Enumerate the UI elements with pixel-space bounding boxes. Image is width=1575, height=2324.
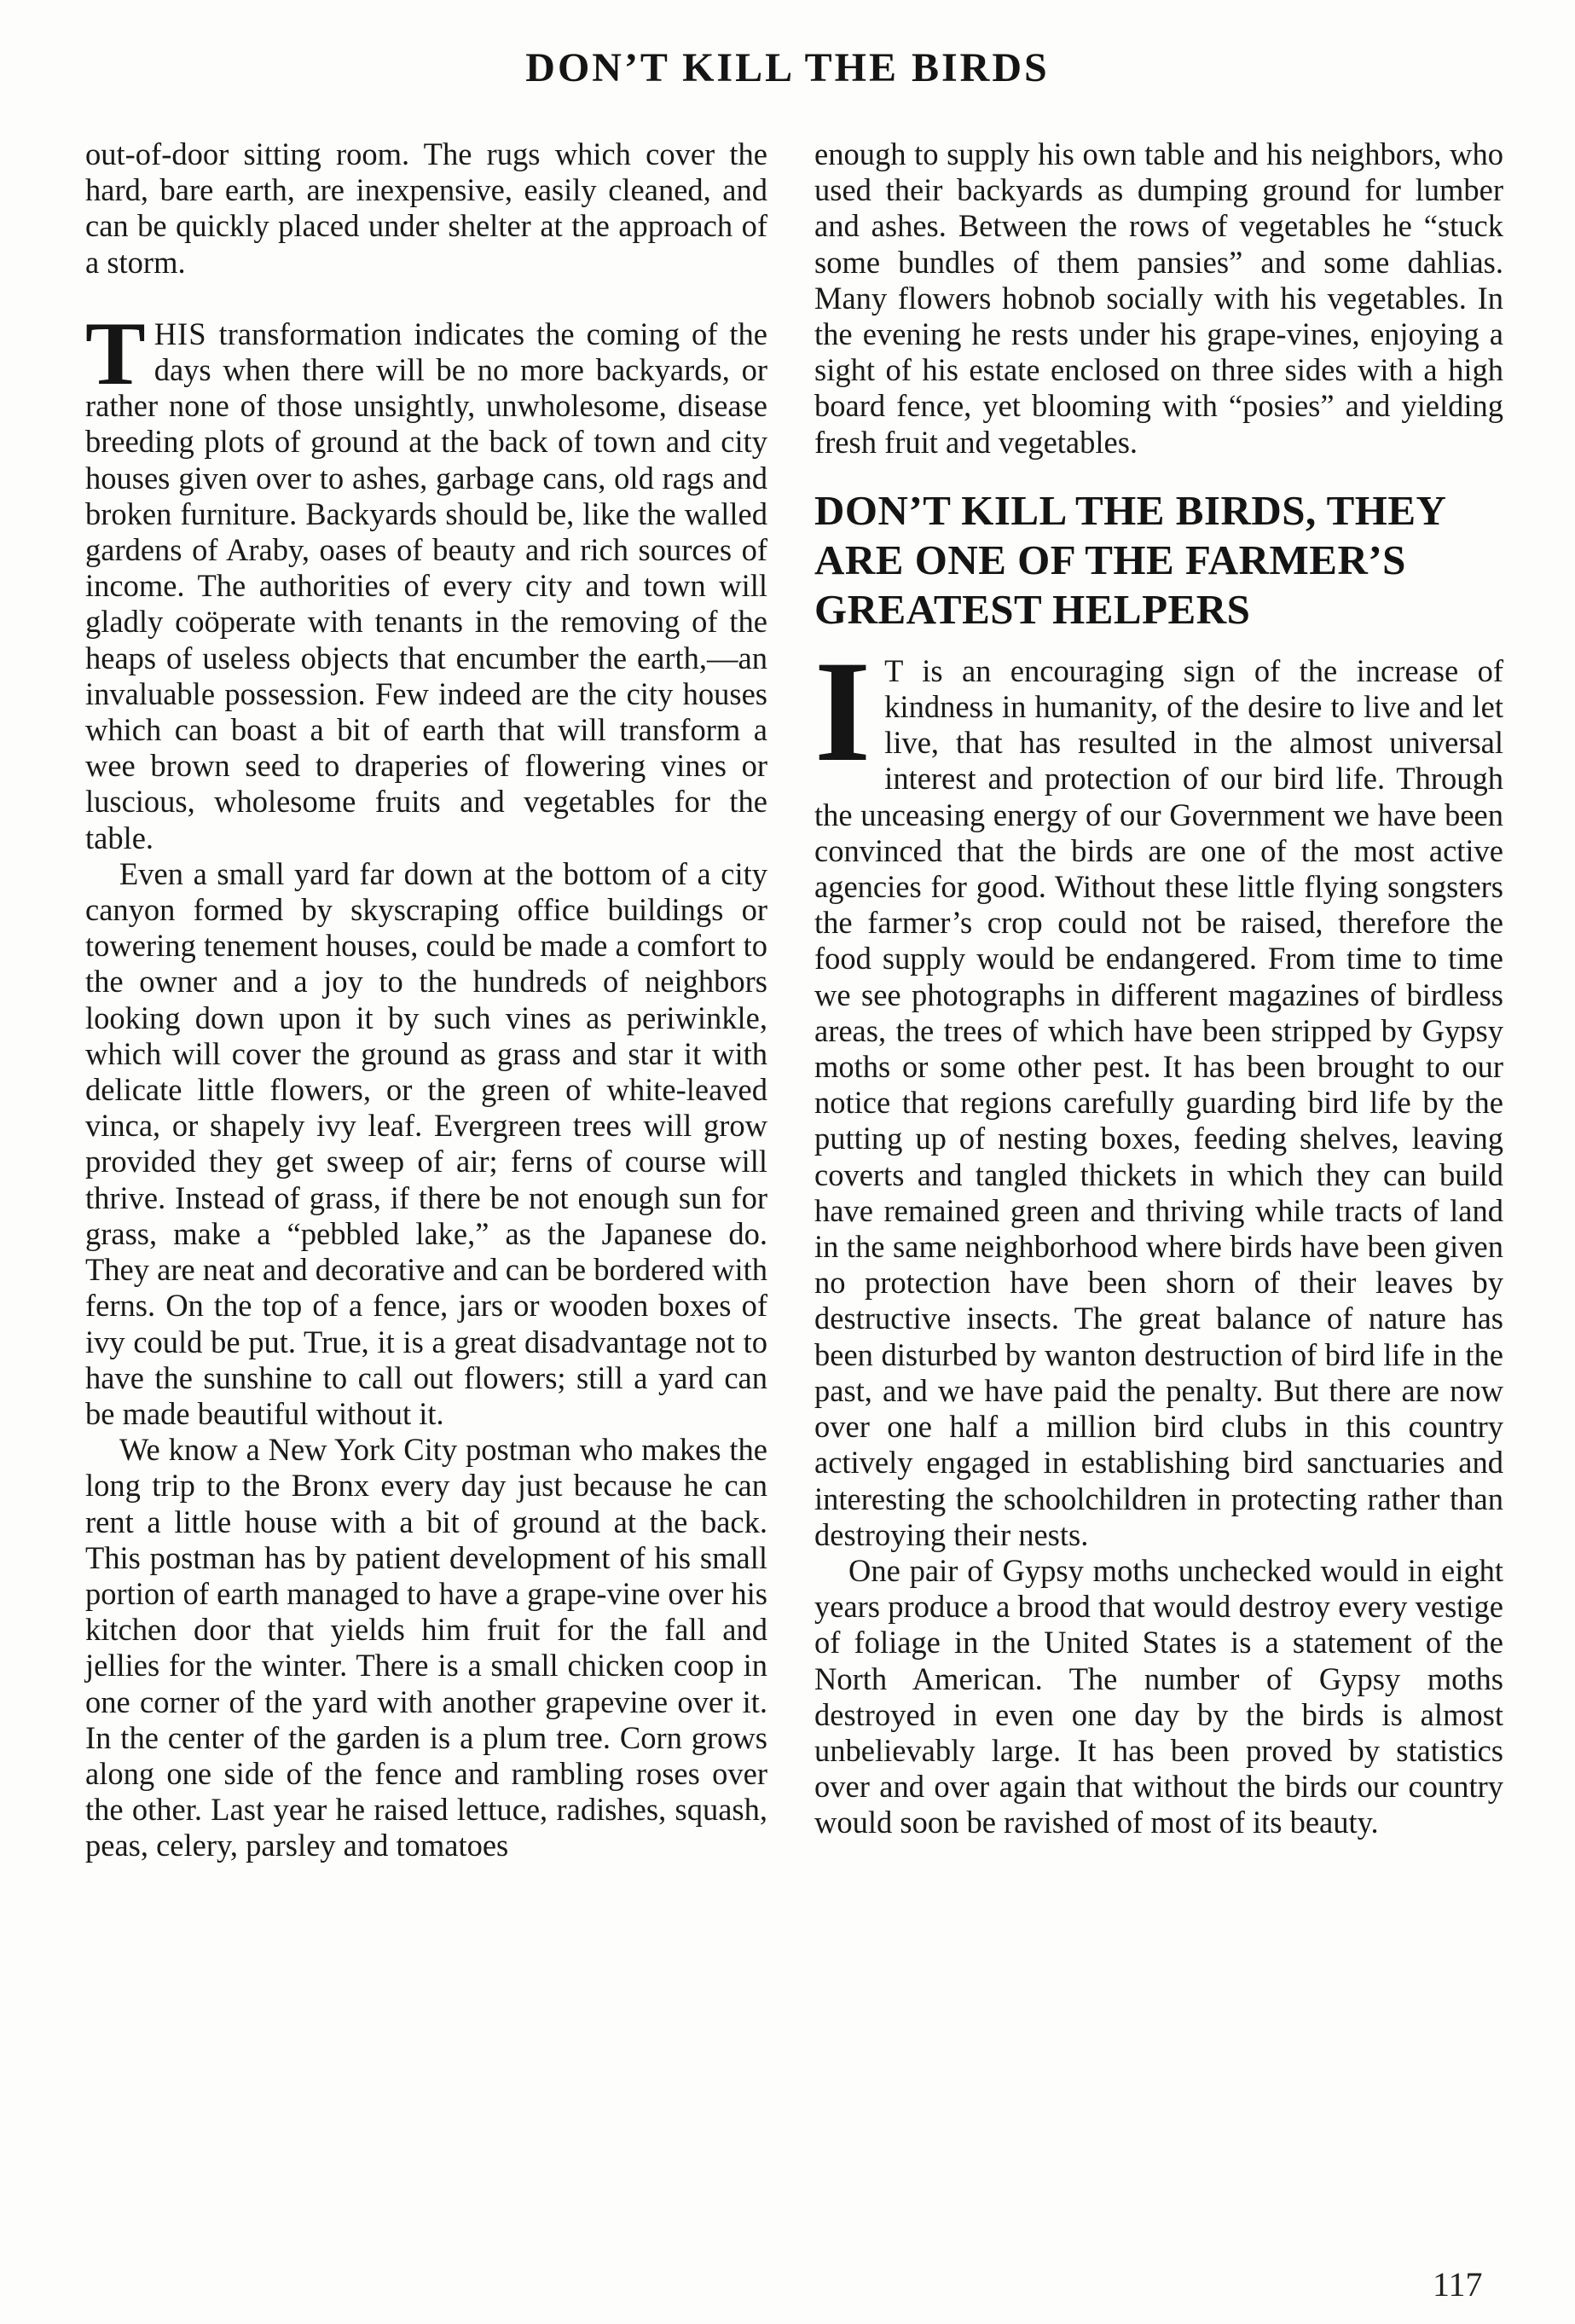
right-paragraph-2 [814, 630, 1503, 1553]
left-paragraph-3: Even a small yard far down at the bottom of a city canyon formed by skyscraping office buildings or towering tenement houses, could be made a comfort to the owner and a joy to the hundreds of neighbors looking down upon it by such vines as periwinkle, which will cover the ground as grass and star it with delicate little flowers, or the green of white-leaved vinca, or shapely ivy leaf. Evergreen trees will grow provided they get sweep of air; ferns of course will thrive. Instead of grass, if there be not enough sun for grass, make a “pebbled lake,” as the Japanese do. They are neat and decorative and can be bordered with ferns. On the top of a fence, jars or wooden boxes of ivy could be put. True, it is a great disadvantage not to have the sunshine to call out flowers; still a yard can be made beautiful without it. [85, 855, 767, 1431]
left-paragraph-4: We know a New York City postman who makes the long trip to the Bronx every day just because he can rent a little house with a bit of ground at the back. This postman has by patient development of his small portion of earth managed to have a grape-vine over his kitchen door that yields him fruit for the fall and jellies for the winter. There is a small chicken coop in one corner of the yard with another grapevine over it. In the center of the garden is a plum tree. Corn grows along one side of the fence and rambling roses over the other. Last year he raised lettuce, radishes, squash, peas, celery, parsley and tomatoes [85, 1432, 767, 1863]
paragraph-body: T is an encouraging sign of the increase of kindness in humanity, of the desire to live and let live, that has resulted in the almost universal interest and protection of our bird life. Through the unceasing energy of our Government we have been convinced that the birds are one of the most active agencies for good. Without these little flying songsters the farmer’s crop could not be raised, therefore the food supply would be endangered. From time to time we see photographs in different magazines of birdless areas, the trees of which have been stripped by Gypsy moths or some other pest. It has been brought to our notice that regions carefully guarding bird life by the putting up of nesting boxes, feeding shelves, leaving coverts and tangled thickets in which they can build have remained green and thriving while tracts of land in the same neighborhood where birds have been given no protection have been shorn of their leaves by destructive insects. The great balance of nature has been disturbed by wanton destruction of bird life in the past, and we have paid the penalty. But there are now over one half a million bird clubs in this country actively engaged in establishing bird sanctuaries and interesting the schoolchildren in protecting rather than destroying their nests. [814, 652, 1503, 1552]
paragraph-body: transformation indicates the coming of the days when there will be no more backyards, or rather none of those unsightly, unwholesome, disease breeding plots of ground at the back of town and city houses given over to ashes, garbage cans, old rags and broken furniture. Backyards should be, like the walled gardens of Araby, oases of beauty and rich sources of income. The authorities of every city and town will gladly coöperate with tenants in the removing of the heaps of useless objects that encumber the earth,—an invaluable possession. Few indeed are the city houses which can boast a bit of earth that will transform a wee brown seed to draperies of flowering vines or luscious, wholesome fruits and vegetables for the table. [85, 316, 767, 855]
left-paragraph-2 [85, 303, 767, 856]
left-column [85, 136, 767, 1864]
section-heading: DON’T KILL THE BIRDS, THEY ARE ONE OF THE FARMER’S GREATEST HELPERS [814, 486, 1445, 633]
running-head: DON’T KILL THE BIRDS [525, 45, 1050, 90]
drop-cap: T [85, 303, 146, 403]
right-column [814, 136, 1503, 1841]
lead-word: HIS [153, 316, 207, 351]
right-paragraph-1: enough to supply his own table and his neighbors, who used their backyards as dumping ground for lumber and ashes. Between the rows of vegetables he “stuck some bundles of them pansies” and some dahlias. Many flowers hobnob socially with his vegetables. In the evening he rests under his grape-vines, enjoying a sight of his estate enclosed on three sides with a high board fence, yet blooming with “posies” and yielding fresh fruit and vegetables. [814, 136, 1503, 460]
right-paragraph-3: One pair of Gypsy moths unchecked would in eight years produce a brood that would destroy every vestige of foliage in the United States is a statement of the North American. The number of Gypsy moths destroyed in even one day by the birds is almost unbelievably large. It has been proved by statistics over and over again that without the birds our country would soon be ravished of most of its beauty. [814, 1552, 1503, 1840]
page-number: 117 [1433, 2265, 1483, 2304]
drop-cap: I [814, 630, 871, 791]
left-paragraph-1: out-of-door sitting room. The rugs which cover the hard, bare earth, are inexpensive, easily cleaned, and can be quickly placed under shelter at the approach of a storm. [85, 136, 767, 280]
